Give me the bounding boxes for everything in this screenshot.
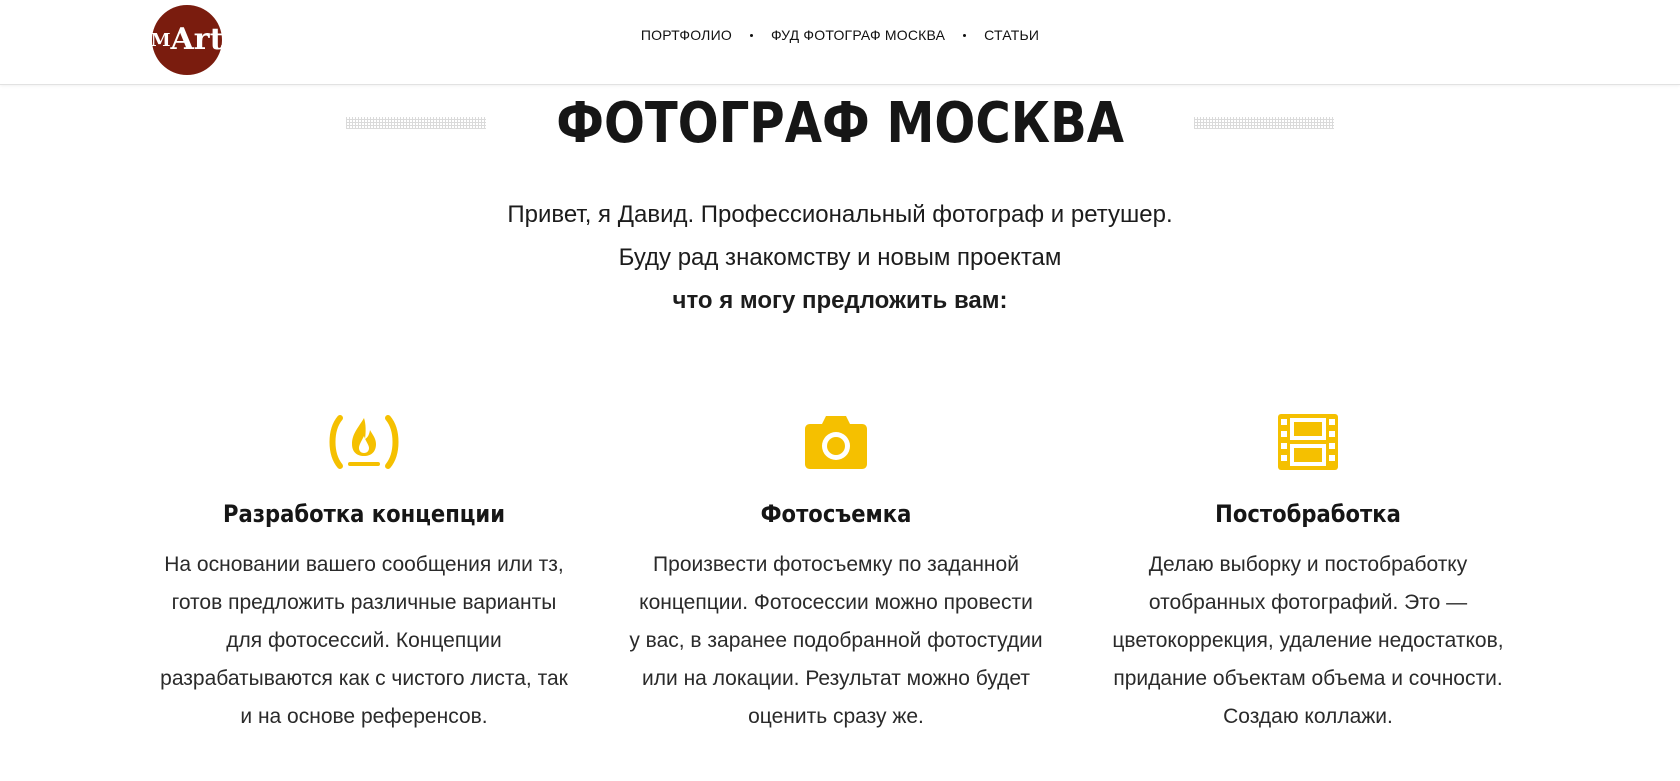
features-section bbox=[0, 410, 1680, 740]
page-title: ФОТОГРАФ МОСКВА bbox=[556, 90, 1124, 156]
feature-text-line: готов предложить различные варианты bbox=[171, 591, 557, 614]
intro-line: Буду рад знакомству и новым проектам bbox=[618, 244, 1062, 271]
feature-text-line: и на основе референсов. bbox=[240, 705, 488, 728]
flame-icon bbox=[324, 410, 404, 474]
camera-icon bbox=[796, 410, 876, 474]
main-nav bbox=[0, 27, 1680, 43]
feature-text-line: Создаю коллажи. bbox=[1223, 705, 1393, 728]
hero-intro bbox=[0, 193, 1680, 322]
feature-text-line: Произвести фотосъемку по заданной bbox=[653, 553, 1019, 576]
intro-subheading: что я могу предложить вам: bbox=[672, 287, 1008, 314]
film-icon bbox=[1268, 410, 1348, 474]
site-header bbox=[0, 0, 1680, 85]
feature-text-line: цветокоррекция, удаление недостатков, bbox=[1112, 629, 1504, 652]
title-decor-right bbox=[1194, 117, 1334, 129]
logo-letter: M bbox=[150, 29, 171, 51]
feature-text-line: для фотосессий. Концепции bbox=[226, 629, 502, 652]
hero-title-row bbox=[0, 88, 1680, 158]
feature-text-line: оценить сразу же. bbox=[748, 705, 924, 728]
nav-item-food-photographer[interactable]: ФУД ФОТОГРАФ МОСКВА bbox=[770, 27, 946, 43]
intro-line: Привет, я Давид. Профессиональный фотограф и ретушер. bbox=[507, 201, 1173, 228]
nav-item-articles[interactable]: СТАТЬИ bbox=[984, 27, 1040, 43]
nav-item-portfolio[interactable]: ПОРТФОЛИО bbox=[640, 27, 732, 43]
feature-text-line: На основании вашего сообщения или тз, bbox=[164, 553, 564, 576]
feature-text-line: концепции. Фотосессии можно провести bbox=[639, 591, 1033, 614]
feature-title: Фотосъемка bbox=[760, 500, 912, 528]
title-decor-left bbox=[346, 117, 486, 129]
feature-title: Разработка концепции bbox=[222, 500, 506, 528]
feature-text-line: придание объектам объема и сочности. bbox=[1113, 667, 1503, 690]
feature-photoshoot bbox=[616, 410, 1056, 736]
feature-text-line: разрабатываются как с чистого листа, так bbox=[160, 667, 568, 690]
feature-postprocessing bbox=[1088, 410, 1528, 736]
feature-description bbox=[1088, 546, 1528, 736]
feature-text-line: отобранных фотографий. Это — bbox=[1148, 591, 1468, 614]
feature-description bbox=[144, 546, 584, 736]
nav-separator bbox=[750, 34, 753, 37]
logo-text: Art bbox=[170, 22, 224, 57]
feature-description bbox=[616, 546, 1056, 736]
nav-separator bbox=[963, 34, 966, 37]
feature-text-line: или на локации. Результат можно будет bbox=[642, 667, 1030, 690]
feature-title: Постобработка bbox=[1215, 500, 1401, 528]
feature-text-line: Делаю выборку и постобработку bbox=[1148, 553, 1468, 576]
feature-concept bbox=[144, 410, 584, 736]
feature-text-line: у вас, в заранее подобранной фотостудии bbox=[629, 629, 1043, 652]
